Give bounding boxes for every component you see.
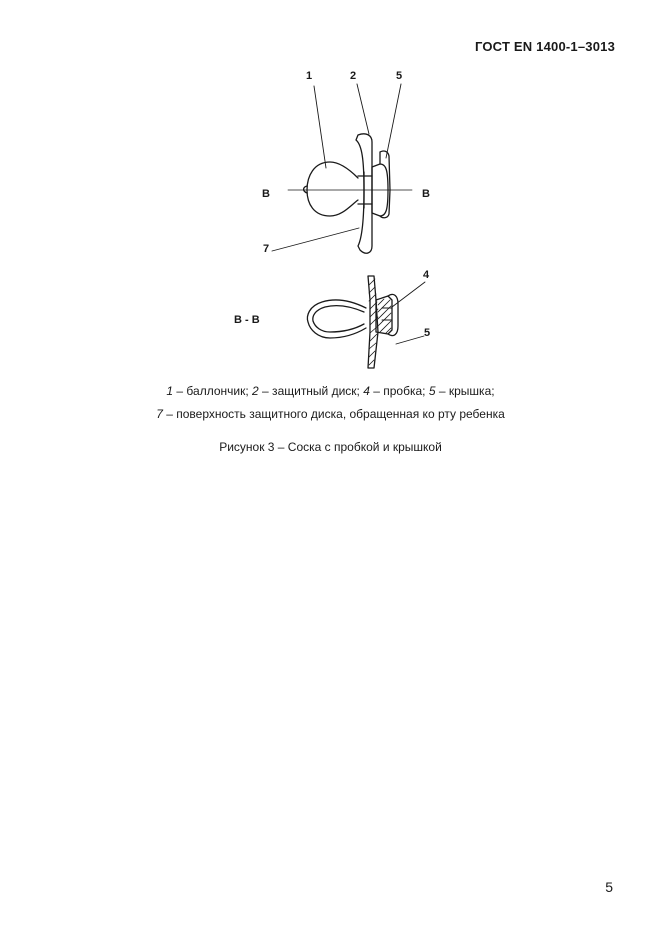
pacifier-front-view — [272, 84, 412, 253]
figure-3 — [0, 0, 661, 380]
callout-1: 1 — [306, 70, 313, 82]
legend-text: – крышка; — [435, 384, 495, 398]
callout-7: 7 — [263, 243, 270, 255]
callout-4: 4 — [423, 269, 430, 281]
legend-text: – пробка; — [369, 384, 429, 398]
standard-id-header: ГОСТ EN 1400-1–3013 — [474, 39, 615, 54]
legend-num: 2 — [252, 384, 259, 398]
legend-text: – поверхность защитного диска, обращенная ко рту ребенка — [162, 407, 505, 421]
legend-text: – защитный диск; — [258, 384, 364, 398]
section-leader-4 — [392, 282, 425, 307]
page-number: 5 — [605, 879, 613, 895]
section-bulb-inner — [313, 306, 364, 332]
leader-5 — [386, 84, 401, 158]
figure-caption: Рисунок 3 – Соска с пробкой и крышкой — [219, 440, 442, 454]
axis-label-right: B — [422, 188, 430, 200]
pacifier-section-view — [307, 276, 425, 368]
leader-1 — [314, 86, 326, 168]
leader-2 — [357, 84, 369, 134]
callout-5: 5 — [396, 70, 403, 82]
section-callout-5: 5 — [424, 327, 431, 339]
legend-num: 4 — [363, 384, 370, 398]
legend-text: – баллончик; — [173, 384, 253, 398]
legend-num: 7 — [156, 407, 163, 421]
section-leader-5 — [396, 336, 424, 344]
section-label: B - B — [234, 314, 260, 326]
axis-label-left: B — [262, 188, 270, 200]
legend-num: 1 — [166, 384, 174, 398]
legend-line-2 — [0, 406, 661, 422]
bulb-outline — [307, 162, 358, 216]
section-plug-hatch — [378, 299, 391, 333]
legend-line-1 — [0, 383, 661, 399]
callout-2: 2 — [350, 70, 357, 82]
legend-num: 5 — [428, 384, 436, 398]
leader-7 — [272, 228, 359, 251]
pacifier-drawing — [0, 0, 661, 380]
